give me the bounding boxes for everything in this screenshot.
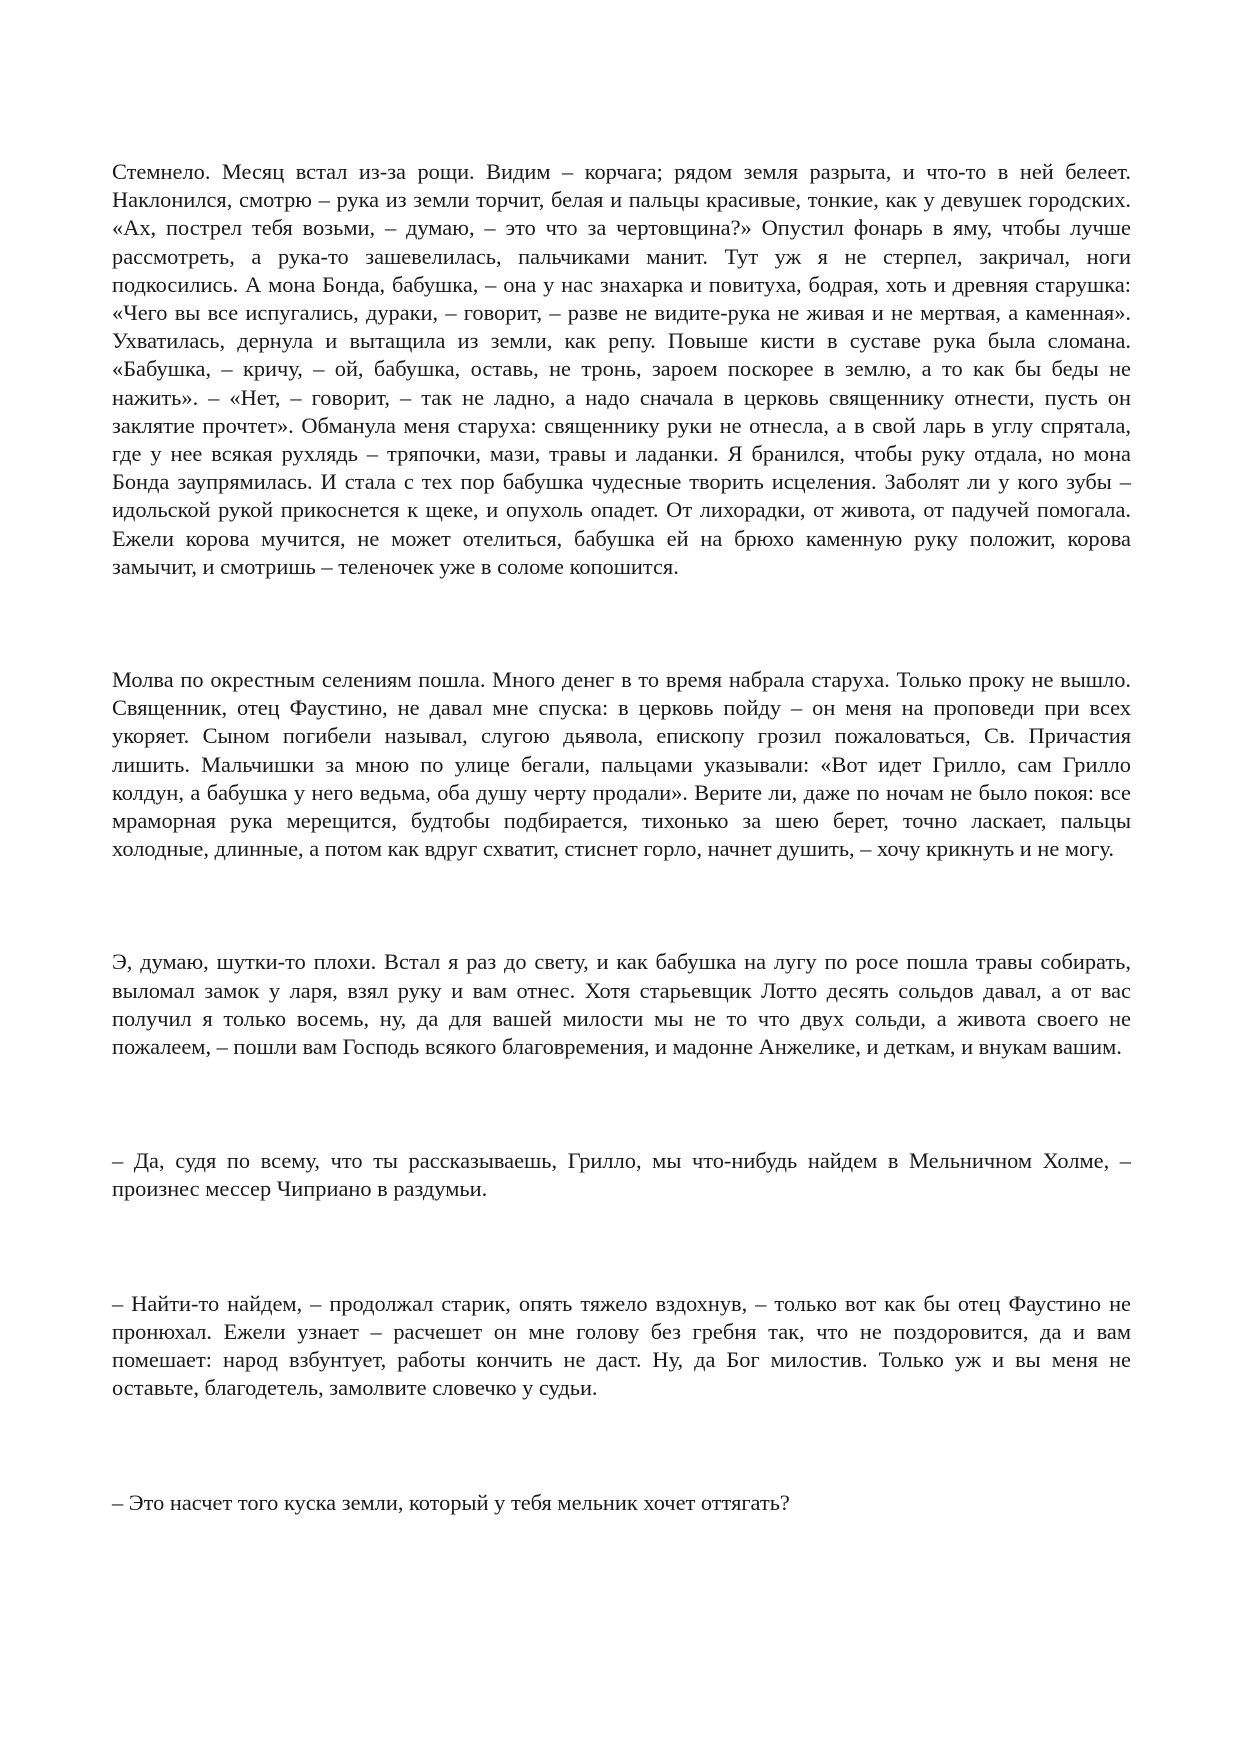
paragraph-cipriano-reply: – Да, судя по всему, что ты рассказываешь, Грилло, мы что-нибудь найдем в Мельничном Холме, – произнес мессер Чиприано в раздумьи. (112, 1148, 1131, 1202)
paragraph-moonlit-hand: Стемнело. Месяц встал из-за рощи. Видим – корчага; рядом земля разрыта, и что-то в ней белеет. Наклонился, смотрю – рука из земли торчит, белая и пальцы красивые, тонкие, как у девушек городских. «Ах, пострел тебя возьми, – думаю, – это что за чертовщина?» Опустил фонарь в яму, чтобы лучше рассмотреть, а рука-то зашевелилась, пальчиками манит. Тут уж я не стерпел, закричал, ноги подкосились. А мона Бонда, бабушка, – она у нас знахарка и повитуха, бодрая, хоть и древняя старушка: «Чего вы все испугались, дураки, – говорит, – разве не видите-рука не живая и не мертвая, а каменная». Ухватилась, дернула и вытащила из земли, как репу. Повыше кисти в суставе рука была сломана. «Бабушка, – кричу, – ой, бабушка, оставь, не тронь, зароем поскорее в землю, а то как бы беды не нажить». – «Нет, – говорит, – так не ладно, а надо сначала в церковь священнику отнести, пусть он заклятие прочтет». Обманула меня старуха: священнику руки не отнесла, а в свой ларь в углу спрятала, где у нее всякая рухлядь – тряпочки, мази, травы и ладанки. Я бранился, чтобы руку отдала, но мона Бонда заупрямилась. И стала с тех пор бабушка чудесные творить исцеления. Заболят ли у кого зубы – идольской рукой прикоснется к щеке, и опухоль опадет. От лихорадки, от живота, от падучей помогала. Ежели корова мучится, не может отелиться, бабушка ей на брюхо каменную руку положит, корова замычит, и смотришь – теленочек уже в соломе копошится. (112, 159, 1131, 579)
paragraph-land-question: – Это насчет того куска земли, который у тебя мельник хочет оттягать? (112, 1489, 790, 1515)
document-page (112, 158, 1131, 1517)
paragraph-grillo-worry: – Найти-то найдем, – продолжал старик, опять тяжело вздохнув, – только вот как бы отец Фаустино не пронюхал. Ежели узнает – расчешет он мне голову без гребня так, что не поздоровится, да и вам помешает: народ взбунтует, работы кончить не даст. Ну, да Бог милостив. Только уж и вы меня не оставьте, благодетель, замолвите словечко у судьи. (112, 1290, 1131, 1401)
paragraph-stolen-hand: Э, думаю, шутки-то плохи. Встал я раз до свету, и как бабушка на лугу по росе пошла травы собирать, выломал замок у ларя, взял руку и вам отнес. Хотя старьевщик Лотто десять сольдов давал, а от вас получил я только восемь, ну, да для вашей милости мы не то что двух сольди, а живота своего не пожалеем, – пошли вам Господь всякого благовремения, и мадонне Анжелике, и деткам, и внукам вашим. (112, 949, 1131, 1060)
paragraph-rumor: Молва по окрестным селениям пошла. Много денег в то время набрала старуха. Только проку не вышло. Священник, отец Фаустино, не давал мне спуска: в церковь пойду – он меня на проповеди при всех укоряет. Сыном погибели называл, слугою дьявола, епископу грозил пожаловаться, Св. Причастия лишить. Мальчишки за мною по улице бегали, пальцами указывали: «Вот идет Грилло, сам Грилло колдун, а бабушка у него ведьма, оба душу черту продали». Верите ли, даже по ночам не было покоя: все мраморная рука мерещится, будтобы подбирается, тихонько за шею берет, точно ласкает, пальцы холодные, длинные, а потом как вдруг схватит, стиснет горло, начнет душить, – хочу крикнуть и не могу. (112, 667, 1131, 862)
